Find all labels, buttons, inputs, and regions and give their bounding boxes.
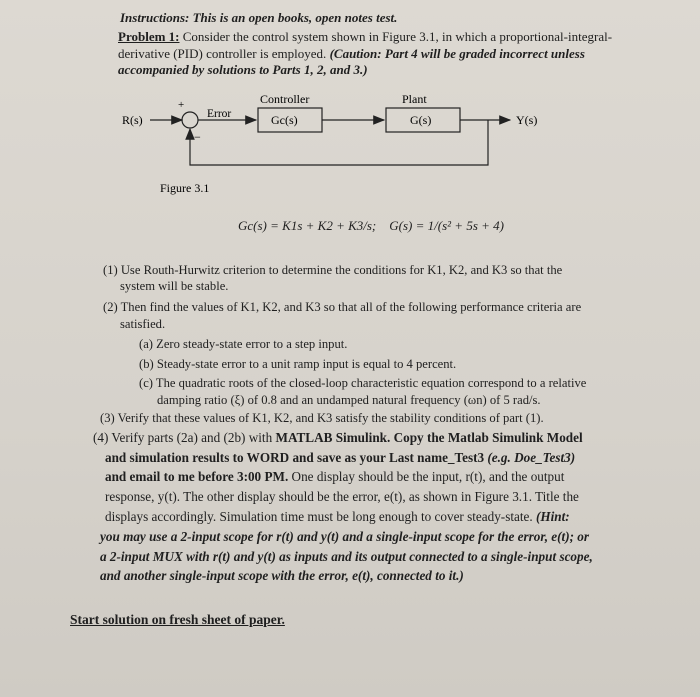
item-4-line8: and another single-input scope with the error, e(t), connected to it.) (100, 568, 464, 583)
feedback-path (190, 120, 488, 165)
item-4-line2 (105, 450, 575, 467)
error-label: Error (207, 108, 232, 120)
gc-equation: Gc(s) = K1s + K2 + K3/s; (238, 218, 377, 233)
item-4-line5 (105, 509, 570, 526)
output-label: Y(s) (516, 113, 538, 127)
gs-equation: G(s) = 1/(s² + 5s + 4) (389, 218, 504, 233)
controller-title: Controller (260, 92, 310, 106)
problem-caution: (Caution: Part 4 will be graded incorrect unless (329, 45, 585, 61)
start-solution-note: Start solution on fresh sheet of paper. (70, 612, 285, 627)
item-4-l3a: and email to me before 3:00 PM. (105, 469, 289, 484)
item-2-b: (b) Steady-state error to a unit ramp input is equal to 4 percent. (139, 357, 457, 371)
item-4-l1b: MATLAB Simulink. (275, 430, 391, 445)
pid-equation (238, 218, 504, 234)
item-2b: satisfied. (120, 317, 166, 331)
item-4-line6: you may use a 2-input scope for r(t) and y(t) and a single-input scope for the error, e(t); or (100, 529, 590, 544)
input-label: R(s) (122, 113, 143, 127)
problem-line1: Consider the control system shown in Figure 3.1, in which a proportional-integral- (179, 29, 613, 44)
item-4-l5a: displays accordingly. Simulation time must be long enough to cover steady-state. (105, 509, 536, 524)
item-4-l2b: (e.g. Doe_Test3) (487, 450, 576, 465)
item-4-line7: a 2-input MUX with r(t) and y(t) as inputs and its output connected to a single-input scope, (100, 549, 593, 564)
plant-box-label: G(s) (410, 113, 432, 127)
item-2a: (2) Then find the values of K1, K2, and K3 so that all of the following performance criteria are (103, 300, 582, 314)
problem-label: Problem 1: (118, 29, 180, 44)
item-4-l3b: One display should be the input, r(t), and the output (288, 469, 565, 484)
controller-box-label: Gc(s) (271, 113, 298, 127)
summing-junction (182, 112, 198, 128)
item-2-a: (a) Zero steady-state error to a step input. (139, 337, 348, 351)
item-4-l2: and simulation results to WORD and save as your Last name_Test3 (105, 450, 488, 465)
item-4-l1c: Copy the Matlab Simulink Model (390, 430, 583, 445)
item-4-l5b: (Hint: (535, 509, 570, 524)
item-1a: (1) Use Routh-Hurwitz criterion to determine the conditions for K1, K2, and K3 so that the (103, 263, 563, 277)
item-4-line1 (93, 430, 583, 447)
problem-line2: derivative (PID) controller is employed. (118, 45, 330, 61)
item-4-l1a: (4) Verify parts (2a) and (2b) with (93, 430, 276, 445)
item-1b: system will be stable. (120, 279, 229, 293)
plant-title: Plant (402, 92, 427, 106)
item-2-c2: damping ratio (ξ) of 0.8 and an undamped natural frequency (ωn) of 5 rad/s. (157, 393, 541, 407)
item-4-line4: response, y(t). The other display should be the error, e(t), as shown in Figure 3.1. Title the (105, 489, 579, 504)
item-3: (3) Verify that these values of K1, K2, and K3 satisfy the stability conditions of part (1). (100, 411, 544, 425)
plus-sign: + (178, 99, 185, 111)
problem-line3: accompanied by solutions to Parts 1, 2, and 3.) (118, 62, 368, 77)
figure-caption: Figure 3.1 (160, 181, 210, 195)
item-2-c1: (c) The quadratic roots of the closed-loop characteristic equation correspond to a relative (139, 376, 587, 390)
instructions: Instructions: This is an open books, open notes test. (120, 10, 398, 25)
item-4-line3 (105, 469, 564, 486)
minus-sign: − (194, 130, 201, 144)
